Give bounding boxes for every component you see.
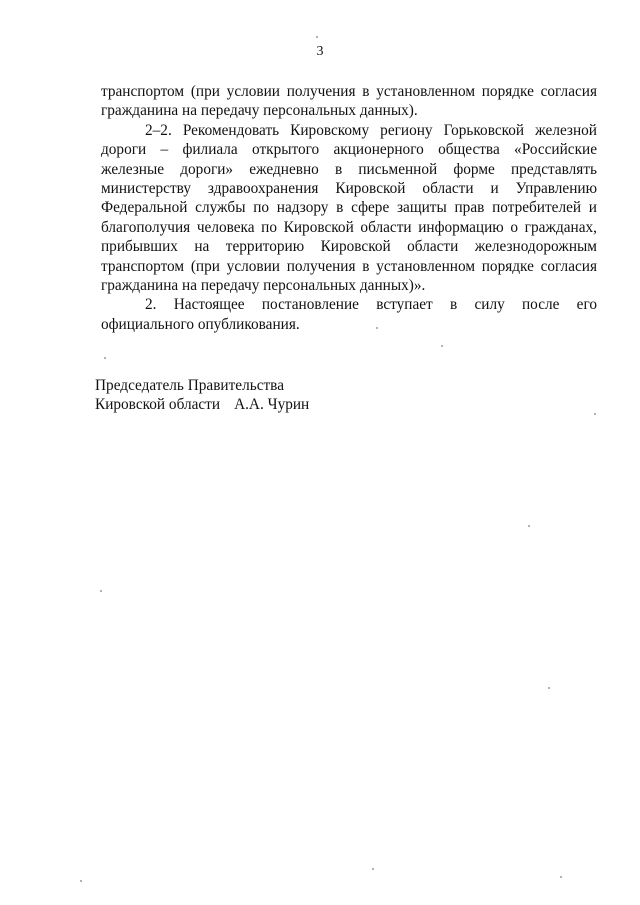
signatory-title-row (95, 395, 309, 414)
paragraph-continuation: транспортом (при условии получения в установленном порядке согласия гражданина на передачу персональных данных). (101, 83, 597, 120)
scan-speck (548, 687, 550, 689)
page-number: 3 (316, 44, 324, 59)
signatory-title-line2: Кировской области (95, 396, 221, 414)
scan-speck (104, 357, 106, 359)
scan-speck (441, 345, 443, 347)
signatory-name: А.А. Чурин (234, 396, 310, 414)
scan-speck (528, 525, 530, 527)
signature-block (95, 376, 309, 415)
document-body (101, 82, 597, 334)
scan-speck (594, 413, 596, 415)
paragraph-2: 2. Настоящее постановление вступает в силу после его официального опубликования. (101, 296, 597, 333)
scan-speck (560, 876, 562, 878)
signatory-title-line1: Председатель Правительства (95, 377, 284, 394)
scan-speck (376, 327, 378, 329)
scan-speck (316, 36, 318, 38)
scan-speck (100, 590, 102, 592)
paragraph-2-2: 2–2. Рекомендовать Кировскому региону Горьковской железной дороги – филиала открытого акционерного общества «Российские железные дороги» ежедневно в письменной форме представлять министерству здравоохранения Кировской области и Управлению Федеральной службы по надзору в сфере защиты прав потребителей и благополучия человека по Кировской области информацию о гражданах, прибывших на территорию Кировской области железнодорожным транспортом (при условии получения в установленном порядке согласия гражданина на передачу персональных данных)». (101, 121, 597, 295)
scan-speck (372, 868, 374, 870)
scan-speck (80, 880, 82, 882)
